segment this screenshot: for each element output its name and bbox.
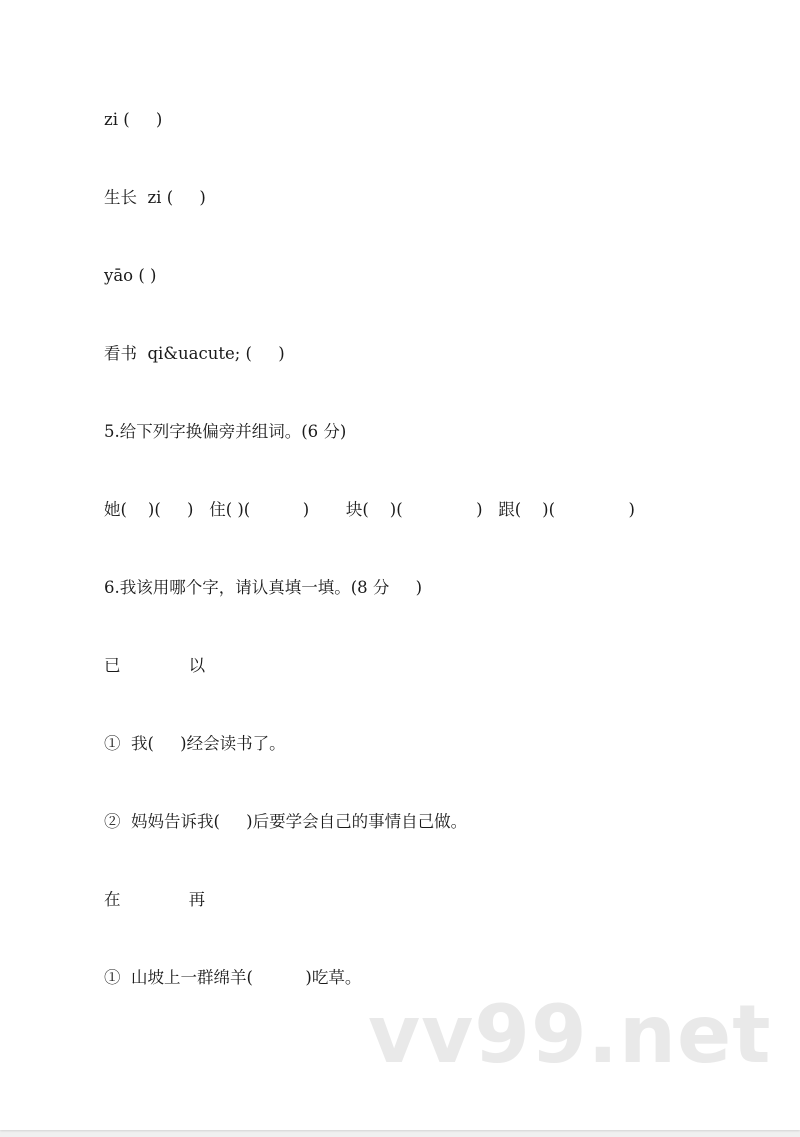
question-6-heading: 6.我该用哪个字，请认真填一填。(8 分 ) [104,578,423,597]
question-5-heading: 5.给下列字换偏旁并组词。(6 分) [104,422,347,441]
pinyin-blank-yao: yāo ( ) [104,266,157,285]
sentence-1-yi: ① 我( )经会读书了。 [104,734,286,753]
choice-pair-yi: 已 以 [104,656,206,675]
pinyin-blank-shengzhang-zi: 生长 zi ( ) [104,188,206,207]
watermark-text: vv99.net [368,988,772,1081]
choice-pair-zai: 在 再 [104,890,206,909]
pinyin-blank-kanshu-qu: 看书 qi&uacute; ( ) [104,344,285,363]
pinyin-blank-zi: zi ( ) [104,110,163,129]
sentence-1-zai: ① 山坡上一群绵羊( )吃草。 [104,968,362,987]
question-5-radical-blanks: 她( )( ) 住( )( ) 块( )( ) 跟( )( ) [104,500,635,519]
sentence-2-yi: ② 妈妈告诉我( )后要学会自己的事情自己做。 [104,812,468,831]
